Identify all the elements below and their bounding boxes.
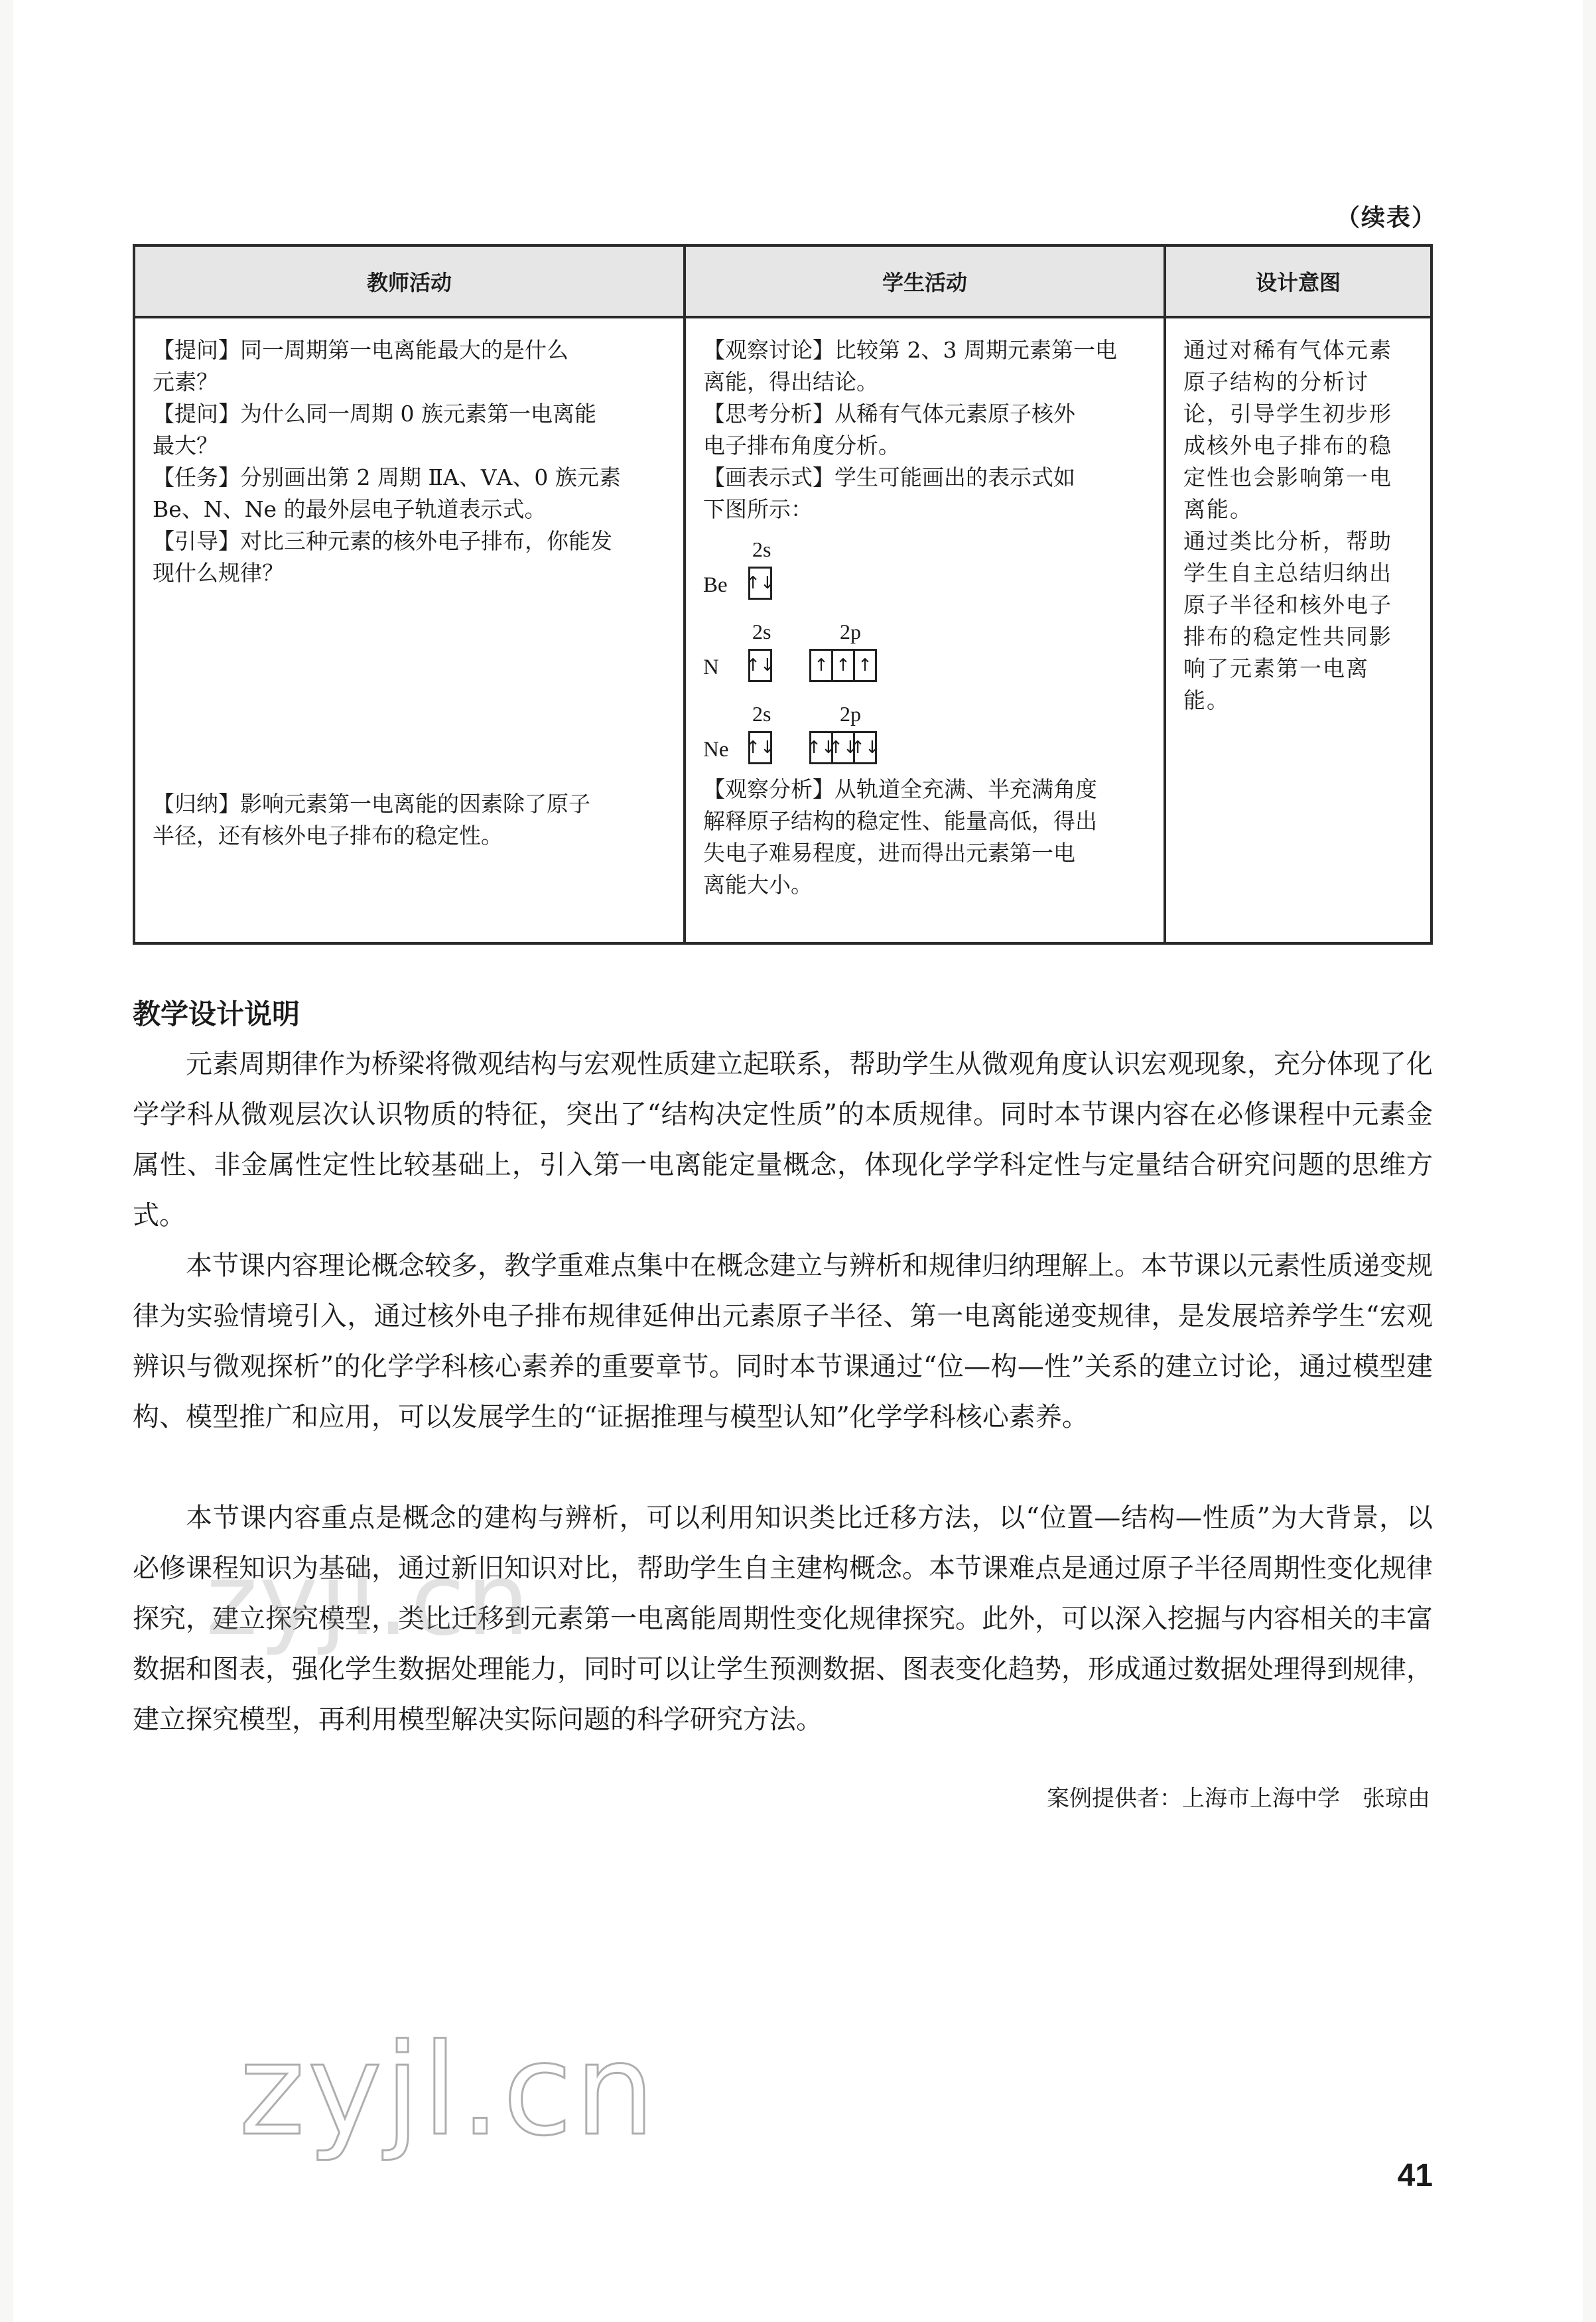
student-line: 【观察分析】从轨道全充满、半充满角度 xyxy=(703,776,1097,802)
continuation-label: （续表） xyxy=(1335,204,1437,232)
page-number: 41 xyxy=(1397,2158,1433,2193)
header-student-activity: 学生活动 xyxy=(685,245,1165,317)
header-teacher-activity: 教师活动 xyxy=(134,245,685,317)
teacher-line: 元素？ xyxy=(153,369,218,395)
teacher-summary-line: 【归纳】影响元素第一电离能的因素除了原子 xyxy=(153,791,590,817)
orbital-heading-ne xyxy=(703,698,1146,726)
body-paragraph: 本节课内容重点是概念的建构与辨析，可以利用知识类比迁移方法，以“位置—结构—性质”为大背景，以必修课程知识为基础，通过新旧知识对比，帮助学生自主建构概念。本节课难点是通过原子半径周期性变化规律探究，建立探究模型，类比迁移到元素第一电离能周期性变化规律探究。此外，可以深入挖掘与内容相关的丰富数据和图表，强化学生数据处理能力，同时可以让学生预测数据、图表变化趋势，形成通过数据处理得到规律，建立探究模型，再利用模型解决实际问题的科学研究方法。 xyxy=(133,1503,1433,1735)
intent-line: 学生自主总结归纳出 xyxy=(1183,560,1392,586)
intent-line: 论，引导学生初步形 xyxy=(1183,401,1392,427)
orbital-box: ↑ xyxy=(833,651,855,680)
orbital-2s-n xyxy=(746,649,775,682)
watermark: zyjl.cn xyxy=(239,2017,658,2163)
student-activity-cell xyxy=(685,317,1165,943)
teacher-line: 【提问】同一周期第一电离能最大的是什么 xyxy=(153,337,568,363)
element-symbol-n: N xyxy=(703,655,719,679)
student-line: 【思考分析】从稀有气体元素原子核外 xyxy=(703,401,1075,427)
orbital-box: ↑↓ xyxy=(833,733,855,762)
teacher-line: 【引导】对比三种元素的核外电子排布，你能发 xyxy=(153,528,612,554)
teacher-line: 最大？ xyxy=(153,433,218,458)
teacher-line: 【提问】为什么同一周期 0 族元素第一电离能 xyxy=(153,401,596,427)
case-credit: 案例提供者：上海市上海中学 张琼由 xyxy=(1047,1785,1430,1812)
student-line: 失电子难易程度，进而得出元素第一电 xyxy=(703,840,1075,866)
table-row xyxy=(134,317,1431,943)
label-2s: 2s xyxy=(752,620,771,644)
orbital-heading-n xyxy=(703,616,1146,644)
student-line: 电子排布角度分析。 xyxy=(703,433,900,458)
table-header-row xyxy=(134,245,1431,317)
orbital-box: ↑↓ xyxy=(850,738,880,758)
body-paragraph: 本节课内容理论概念较多，教学重难点集中在概念建立与辨析和规律归纳理解上。本节课以元素性质递变规律为实验情境引入，通过核外电子排布规律延伸出元素原子半径、第一电离能递变规律，是发展培养学生“宏观辨识与微观探析”的化学学科核心素养的重要章节。同时本节课通过“位—构—性”关系的建立讨论，通过模型建构、模型推广和应用，可以发展学生的“证据推理与模型认知”化学学科核心素养。 xyxy=(133,1251,1433,1432)
intent-line: 通过类比分析，帮助 xyxy=(1183,528,1392,554)
student-line: 【画表示式】学生可能画出的表示式如 xyxy=(703,464,1075,490)
header-design-intent: 设计意图 xyxy=(1165,245,1431,317)
teacher-summary-line: 半径，还有核外电子排布的稳定性。 xyxy=(153,823,503,849)
orbital-2p-ne xyxy=(807,731,880,764)
intent-line: 原子半径和核外电子 xyxy=(1183,592,1392,618)
teacher-activity-cell xyxy=(134,317,685,943)
section-title: 教学设计说明 xyxy=(133,998,300,1030)
student-line: 解释原子结构的稳定性、能量高低，得出 xyxy=(703,808,1097,834)
orbital-row-be xyxy=(703,561,1146,602)
orbital-2s-be xyxy=(746,567,775,600)
teacher-line: 【任务】分别画出第 2 周期 ⅡA、ⅤA、0 族元素 xyxy=(153,464,621,490)
orbital-2s-ne xyxy=(746,731,775,764)
student-line: 离能，得出结论。 xyxy=(703,369,878,395)
intent-line: 定性也会影响第一电 xyxy=(1183,464,1392,490)
orbital-box: ↑↓ xyxy=(746,573,775,593)
intent-line: 排布的稳定性共同影 xyxy=(1183,624,1392,649)
label-2p: 2p xyxy=(840,620,861,644)
orbital-diagrams xyxy=(703,533,1146,767)
intent-line: 响了元素第一电离能。 xyxy=(1183,655,1369,713)
orbital-box: ↑↓ xyxy=(811,733,833,762)
label-2s: 2s xyxy=(752,702,771,726)
student-line: 离能大小。 xyxy=(703,872,813,898)
teacher-line: Be、N、Ne 的最外层电子轨道表示式。 xyxy=(153,496,547,522)
orbital-box: ↑↓ xyxy=(746,738,775,758)
intent-line: 原子结构的分析讨 xyxy=(1183,369,1369,395)
orbital-box: ↑ xyxy=(811,651,833,680)
orbital-row-ne xyxy=(703,726,1146,767)
orbital-row-n xyxy=(703,644,1146,685)
orbital-box: ↑ xyxy=(858,655,872,675)
element-symbol-ne: Ne xyxy=(703,738,729,762)
orbital-heading-be xyxy=(703,533,1146,561)
design-intent-cell xyxy=(1165,317,1431,943)
activity-table xyxy=(133,244,1433,945)
element-symbol-be: Be xyxy=(703,573,728,597)
watermark-faint: zyjl.cn xyxy=(206,1542,531,1658)
teacher-summary xyxy=(153,788,666,852)
student-line: 【观察讨论】比较第 2、3 周期元素第一电 xyxy=(703,337,1117,363)
teacher-line: 现什么规律？ xyxy=(153,560,284,586)
intent-line: 离能。 xyxy=(1183,496,1253,522)
intent-line: 通过对稀有气体元素 xyxy=(1183,337,1392,363)
label-2s: 2s xyxy=(752,537,771,561)
orbital-2p-n xyxy=(809,649,877,682)
student-line: 下图所示： xyxy=(703,496,813,522)
intent-line: 成核外电子排布的稳 xyxy=(1183,433,1392,458)
orbital-box: ↑↓ xyxy=(746,655,775,675)
body-paragraph: 元素周期律作为桥梁将微观结构与宏观性质建立起联系，帮助学生从微观角度认识宏观现象，充分体现了化学学科从微观层次认识物质的特征，突出了“结构决定性质”的本质规律。同时本节课内容在必修课程中元素金属性、非金属性定性比较基础上，引入第一电离能定量概念，体现化学学科定性与定量结合研究问题的思维方式。 xyxy=(133,1049,1433,1231)
label-2p: 2p xyxy=(840,702,861,726)
